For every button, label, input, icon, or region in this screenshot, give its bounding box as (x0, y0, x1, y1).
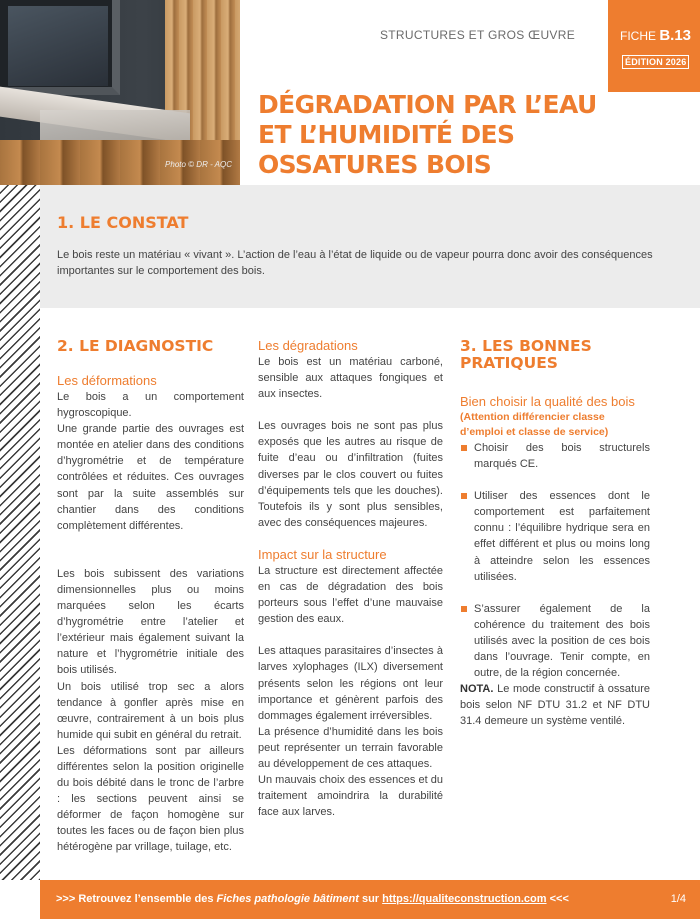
list-item: S’assurer également de la cohérence du traitement des bois utilisés avec la position de ces bois dans l’ouvrage. Tenir compte, en outre, de la région concernée. (460, 601, 650, 681)
impact-title: Impact sur la structure (258, 546, 387, 562)
impact-p4: Un mauvais choix des essences et du traitement amoindrira la durabilité face aux larves. (258, 774, 443, 819)
pratiques-subnote: (Attention différencier classe d’emploi et classe de service) (460, 411, 609, 438)
nota-label: NOTA. (460, 683, 494, 696)
footer-bar (40, 880, 700, 919)
nota-text (460, 681, 650, 729)
footer-promo (56, 893, 569, 905)
degradations-column (258, 338, 443, 820)
footer-italic: Fiches pathologie bâtiment (216, 893, 359, 905)
fiche-number (620, 27, 691, 44)
list-item: Utiliser des essences dont le comportement est parfaitement connu : l’équilibre hydrique sera en effet différent et plus ou moins long à atteindre selon les essences utilisées. (460, 488, 650, 585)
footer-middle: sur (358, 893, 383, 905)
deformations-p3: Les bois subissent des variations dimensionnelles plus ou moins marquées selon les écarts d’hygrométrie entre l’atelier et l’extérieur mais également suivant la nature et l’hygrométrie initiale des bois utilisés. (57, 567, 244, 677)
fiche-code: B.13 (659, 27, 692, 44)
pratiques-heading: 3. LES BONNES PRATIQUES (460, 337, 592, 372)
list-item: Choisir des bois structurels marqués CE. (460, 440, 650, 472)
fiche-badge (608, 0, 700, 92)
pratiques-subtitle: Bien choisir la qualité des bois (460, 394, 635, 409)
deformations-title: Les déformations (57, 373, 157, 388)
constat-section (40, 185, 700, 308)
page-number: 1/4 (670, 893, 686, 905)
nota-body: Le mode constructif à ossature bois selon NF DTU 31.2 et NF DTU 31.4 demeure un système ventilé. (460, 683, 650, 728)
deformations-p1: Le bois a un comportement hygroscopique. (57, 391, 244, 420)
hatched-margin (0, 185, 40, 880)
photo-credit: Photo © DR - AQC (165, 160, 232, 169)
pratiques-column (460, 338, 650, 730)
page-title: DÉGRADATION PAR L’EAU ET L’HUMIDITÉ DES OSSATURES BOIS (258, 90, 597, 179)
footer-suffix: <<< (546, 893, 569, 905)
constat-text: Le bois reste un matériau « vivant ». L’action de l’eau à l’état de liquide ou de vapeur pourra donc avoir des conséquences importantes sur le comportement des bois. (57, 249, 653, 277)
pratiques-list (460, 440, 650, 681)
deformations-p5: Les déformations sont par ailleurs différentes selon la position originelle du bois débité dans le tronc de l’arbre : les sections peuvent ainsi se déformer de façon homogène sur toutes les faces ou de façon bien plus hétérogène par vrillage, tuilage, etc. (57, 744, 244, 854)
degradations-p2: Les ouvrages bois ne sont pas plus exposés que les autres au risque de fuite d’eau ou d’infiltration (fuites diverses par le clos couvert ou fuites d’équipements tels que les douches). Toutefois ils y sont plus sensibles, avec des conséquences majeures. (258, 420, 443, 529)
impact-p2: Les attaques parasitaires d’insectes à larves xylophages (ILX) diversement présents selon les régions ont leur importance et génèrent parfois des dommages également irréversibles. (258, 645, 443, 722)
deformations-p2: Une grande partie des ouvrages est montée en atelier dans des conditions d’hygrométrie et de température contrôlées et réduites. Ces ouvrages sont par la suite assemblés sur chantier dans des conditions complètement différentes. (57, 423, 244, 532)
category-label: STRUCTURES ET GROS ŒUVRE (380, 28, 575, 42)
fiche-label: FICHE (620, 29, 656, 43)
footer-link[interactable]: https://qualiteconstruction.com (382, 893, 547, 905)
edition-badge: ÉDITION 2026 (622, 55, 689, 69)
deformations-p4: Un bois utilisé trop sec a alors tendance à gonfler après mise en œuvre, contrairement à un bois plus humide qui subit en général du retrait. (57, 680, 244, 741)
footer-prefix: >>> Retrouvez l’ensemble des (56, 893, 217, 905)
degradations-title: Les dégradations (258, 338, 358, 353)
photo-window-glass (8, 6, 108, 86)
header-photo (0, 0, 240, 185)
diagnostic-column (57, 338, 244, 856)
impact-p1: La structure est directement affectée en cas de dégradation des bois porteurs sous l’effet d’une mauvaise gestion des eaux. (258, 564, 443, 626)
constat-heading: 1. LE CONSTAT (57, 213, 189, 232)
degradations-p1: Le bois est un matériau carboné, sensible aux attaques fongiques et aux insectes. (258, 356, 443, 401)
impact-p3: La présence d’humidité dans les bois peut représenter un terrain favorable au développement de ces attaques. (258, 725, 443, 770)
diagnostic-heading: 2. LE DIAGNOSTIC (57, 337, 214, 355)
